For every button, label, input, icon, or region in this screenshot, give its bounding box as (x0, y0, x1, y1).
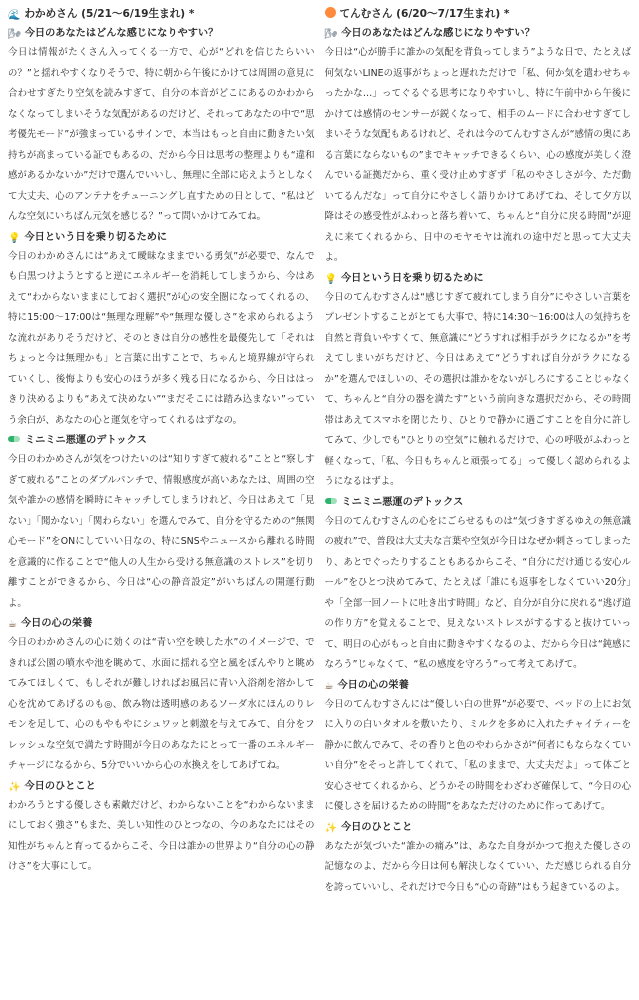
section-body: 今日のてんむすさんは“感じすぎて疲れてしまう自分”にやさしい言葉をプレゼントすることがとても大事で、特に14:30〜16:00は人の気持ちを自然と背負いやすくて、無意識に“どうすれば相手がラクになるか”を考えてしまいがちだけど、今日はあえて“どうすれば自分がラクになるか”を選んでほしいの、その選択は誰かをないがしろにすることじゃなくて、ちゃんと“自分の器を満たす”という前向きな選択だから、その時間帯はあえてスマホを閉じたり、ひとりで静かに過ごすことを自分に許してみて、少しでも“ひとりの空気”に触れるだけで、心の呼吸がふわっと軽くなって、「私、今日もちゃんと頑張ってる」って優しく認められるようになるはずよ。 (324, 291, 631, 487)
section-get-through-day (325, 271, 632, 493)
section-body: わかろうとする優しさも素敵だけど、わからないことを“わからないままにしておく強さ”もまた、美しい知性のひとつなの、今のあなたにはその知性がちゃんと育ってるからこそ、今日は誰かの世界より“自分の心の静けさ”を大事にして。 (8, 799, 315, 872)
section-body: あなたが気づいた“誰かの痛み”は、あなた自身がかつて抱えた優しさの記憶なのよ、だから今日は何も解決しなくていい、ただ感じられる自分を誇っていいし、それだけで今日も“心の奇跡”はもう起きているのよ。 (324, 840, 631, 893)
bulb-icon: 💡 (324, 273, 337, 285)
cup-icon: ☕ (324, 680, 334, 692)
section-heading: ミニミニ悪運のデトックス (325, 495, 632, 511)
column-title-text: てんむさん (6/20〜7/17生まれ) * (339, 8, 510, 20)
weather-icon: 🌬 (324, 29, 338, 40)
section-nourishment (8, 616, 315, 777)
section-heading: 🌬 今日のあなたはどんな感じになりやすい？ (8, 28, 219, 40)
pill-icon (325, 498, 337, 504)
section-heading: ✨ 今日のひとこと (8, 780, 96, 793)
section-body: 今日のてんむすさんの心をにごらせるものは“気づきすぎるゆえの無意識の疲れ”で、普段は大丈夫な言葉や空気が今日はなぜか刺さってしまったり、あとでぐったりすることもあるからこそ、“自分にだけ通じる安心ルール”をひとつ決めてみて、たとえば「誰にも返事をしなくていい20分」や「全部一回ノートに吐き出す時間」など、自分が自分に戻れる“逃げ道の作り方”を覚えることで、見えないストレスがするすると抜けていって、明日の心がもっと自由に動きやすくなるのよ、だから今日は“鈍感になろう”じゃなくて、“私の感度を守ろう”って考えてあげて。 (324, 515, 631, 670)
section-body: 今日は“心が勝手に誰かの気配を背負ってしまう”ような日で、たとえば何気ないLINEの返事がちょっと遅れただけで「私、何か気を遣わせちゃったかな…」ってぐるぐる思考になりやすいし、特に午前中から午後にかけては感情のセンサーが鋭くなって、相手のムードに合わせすぎてしまいそうな気配もあるけれど、それは今のてんむすさんが“感情の奥にある言葉にならないもの”までキャッチできるくらい、心の感度が美しく澄んでいる証拠だから、重く受け止めすぎず「私のやさしさが今、ただ動いてるんだな」って自分にやさしく語りかけてあげてね、そして夕方以降はその感受性がふわっと落ち着いて、ちゃんと“自分に戻る時間”が迎えに来てくれるから、日中のモヤモヤは流れの途中だと思って大丈夫よ。 (324, 47, 631, 263)
section-heading: 💡 今日という日を乗り切るために (324, 272, 484, 285)
section-heading: 💡 今日という日を乗り切るために (8, 231, 168, 244)
weather-icon: 🌬 (8, 29, 21, 40)
column-tenmu (325, 6, 632, 1000)
section-body: 今日は情報がたくさん入ってくる一方で、心が“どれを信じたらいいの？”と揺れやすくなりそうで、特に朝から午後にかけては周囲の意見に合わせすぎたり空気を読みすぎて、自分の本音がどこにあるのかわからなくなってしまいそうな気配があるのだけど、それってあなたの中で“思考優先モード”が強まっているサインで、本当はもっと自由に動きたい気持ちが高まっている証でもあるの、だから今日は思考の整理よりも“違和感があるかないか”だけで選んでいいし、無理に全部に応えようとしなくて大丈夫、心のアンテナをチューニングし直すための日として、“私はどんな空気にいちばん元気を感じる？”って問いかけてみてね。 (8, 47, 315, 222)
section-heading: ☕ 今日の心の栄養 (324, 679, 409, 692)
section-detox (8, 433, 315, 614)
column-title (325, 6, 632, 23)
bulb-icon: 💡 (8, 232, 21, 244)
section-heading: ミニミニ悪運のデトックス (8, 433, 315, 449)
section-heading: ✨ 今日のひとこと (324, 821, 413, 834)
pill-icon (8, 436, 20, 442)
column-wakame (8, 6, 315, 1000)
section-word-of-day (325, 820, 632, 899)
wave-icon: 🌊 (8, 10, 21, 21)
section-body: 今日のてんむすさんには“優しい白の世界”が必要で、ベッドの上にお気に入りの白いタオルを敷いたり、ミルクを多めに入れたチャイティーを静かに飲んでみて、その香りと色のやわらかさが“何者にもならなくていい自分”をそっと許してくれて、「私のままで、大丈夫だよ」って体ごと安心させてくれるから、どうかその時間をわざわざ確保して、“今日の心に優しさを届けるための時間”をあなただけのために作ってあげて。 (324, 698, 631, 812)
section-body: 今日のわかめさんには“あえて曖昧なままでいる勇気”が必要で、なんでも白黒つけようとすると逆にエネルギーを消耗してしまうから、今はあえて“わからないままにしておく選択”が心の安全圏になってくれるの、特に15:00〜17:00は“無理な理解”や“無理な優しさ”を求められるような流れがありそうだけど、そのときは自分の感性を最優先して「それはちょっと今は無理かも」と言葉に出すことで、ちゃんと境界線が守られていくし、後悔よりも安心のほうが多く残る日になるから、今日ははっきり決めるよりも“あえて決めない”“まだそこには踏み込まない”っていう余白が、あなたの心と運気を守ってくれるはずなの。 (8, 250, 315, 426)
section-detox (325, 495, 632, 676)
column-title (8, 6, 315, 23)
section-word-of-day (8, 779, 315, 878)
section-nourishment (325, 678, 632, 818)
section-body: 今日のわかめさんが気をつけたいのは“知りすぎて疲れる”ことと“察しすぎて疲れる”ことのダブルパンチで、情報感度が高いあなたは、周囲の空気や誰かの感情を瞬時にキャッチしてしまうけれど、今日はあえて「見ない」「聞かない」「関わらない」を選んでみて、自分を守るための“無関心モード”をONにしていい日なの、特にSNSやニュースから離れる時間を意識的に作ることで“他人の人生から受ける無意識のストレス”を切り離すことができるから、今日は“心の静音設定”がいちばんの開運行動よ。 (8, 454, 315, 609)
section-heading: ☕ 今日の心の栄養 (8, 618, 93, 630)
section-todays-mood (325, 26, 632, 269)
section-heading: 🌬 今日のあなたはどんな感じになりやすい？ (324, 28, 535, 40)
column-title-text: わかめさん (5/21〜6/19生まれ) * (24, 8, 195, 20)
orange-face-icon (325, 7, 336, 18)
section-get-through-day (8, 230, 315, 432)
section-body: 今日のわかめさんの心に効くのは“青い空を映した水”のイメージで、できれば公園の噴水や池を眺めて、水面に揺れる空と風をぼんやりと眺めてみてほしくて、もしそれが難しければお風呂に青い入浴剤を溶かして心を沈めてあげるのも◎、飲み物は透明感のあるソーダ水にほんのりレモンを足して、心のもやもやにシュワッと刺激を与えてみて、自分をフレッシュな空気で満たす時間が今日のあなたにとって一番のエネルギーチャージになるから、5分でいいから心の水換えをしてあげてね。 (8, 637, 315, 771)
cup-icon: ☕ (8, 619, 17, 630)
section-todays-mood (8, 26, 315, 228)
sparkle-icon: ✨ (8, 781, 21, 793)
sparkle-icon: ✨ (324, 822, 337, 834)
